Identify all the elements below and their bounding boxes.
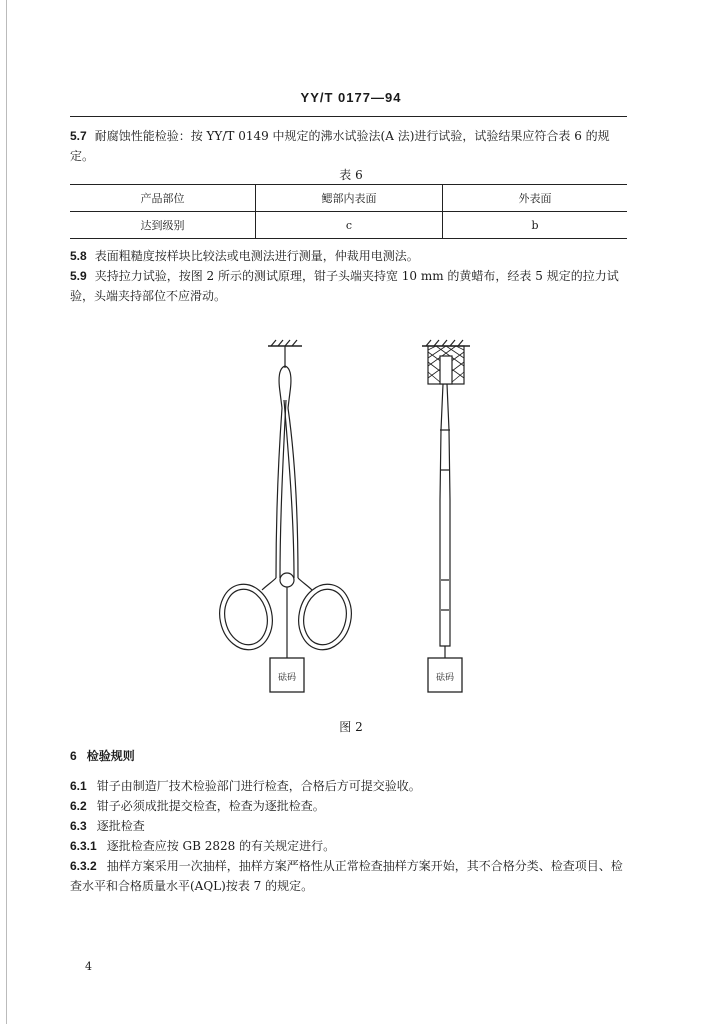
clause-text: 逐批检查应按 GB 2828 的有关规定进行。 (106, 839, 336, 853)
forceps-profile (440, 384, 450, 646)
clause-text: 抽样方案采用一次抽样，抽样方案严格性从正常检查抽样方案开始，其不合格分类、检查项目、检查水平和合格质量水平(AQL)按表 7 的规定。 (70, 859, 623, 893)
clause-number: 5.7 (70, 129, 87, 143)
clause-number: 5.8 (70, 249, 87, 263)
weight-label-left: 砝码 (277, 673, 297, 683)
ceiling-hatch (268, 340, 302, 346)
forceps-body (214, 366, 358, 655)
table-cell: 产品部位 (70, 185, 256, 212)
table-row (70, 185, 627, 212)
clause-6-3-1 (70, 836, 630, 856)
table-cell: 鳃部内表面 (256, 185, 443, 212)
clause-number: 6.3.1 (70, 839, 97, 853)
standard-code-header: YY/T 0177—94 (300, 90, 402, 105)
clamp-block (428, 346, 464, 384)
clause-text: 钳子必须成批提交检查，检查为逐批检查。 (96, 799, 325, 813)
clause-6-3-2 (70, 856, 630, 896)
clause-text: 逐批检查 (96, 819, 145, 833)
forceps-front-view (214, 340, 358, 692)
clause-text: 夹持拉力试验，按图 2 所示的测试原理，钳子头端夹持宽 10 mm 的黄蜡布，经表 5 规定的拉力试验，头端夹持部位不应滑动。 (70, 269, 619, 303)
table-6-caption: 表 6 (339, 168, 363, 182)
clause-6-2 (70, 796, 630, 816)
forceps-side-view (422, 340, 470, 692)
clause-number: 5.9 (70, 269, 87, 283)
table-cell: c (256, 212, 443, 239)
table-cell: 外表面 (443, 185, 628, 212)
clause-5-9 (70, 266, 630, 306)
table-cell: 达到级别 (70, 212, 256, 239)
clause-text: 耐腐蚀性能检验：按 YY/T 0149 中规定的沸水试验法(A 法)进行试验，试验结果应符合表 6 的规定。 (70, 129, 610, 163)
figure-2-diagram (0, 330, 702, 710)
ceiling-hatch (422, 340, 470, 346)
section-title: 检验规则 (86, 749, 135, 763)
clause-5-8 (70, 246, 630, 266)
clause-6-3 (70, 816, 630, 836)
weight-label-right: 砝码 (435, 673, 455, 683)
table-row (70, 212, 627, 239)
clause-number: 6.1 (70, 779, 87, 793)
clause-5-7 (70, 126, 630, 166)
header-rule (70, 116, 627, 117)
clause-number: 6.3 (70, 819, 87, 833)
clause-number: 6.2 (70, 799, 87, 813)
page-number: 4 (85, 960, 92, 973)
clause-text: 表面粗糙度按样块比较法或电测法进行测量，仲裁用电测法。 (94, 249, 419, 263)
clause-text: 钳子由制造厂技术检验部门进行检查，合格后方可提交验收。 (96, 779, 421, 793)
clause-6-1 (70, 776, 630, 796)
clause-number: 6.3.2 (70, 859, 97, 873)
table-6 (70, 184, 627, 239)
figure-2-caption: 图 2 (339, 720, 363, 734)
table-cell: b (443, 212, 628, 239)
section-6-title (70, 746, 135, 766)
section-number: 6 (70, 749, 77, 763)
